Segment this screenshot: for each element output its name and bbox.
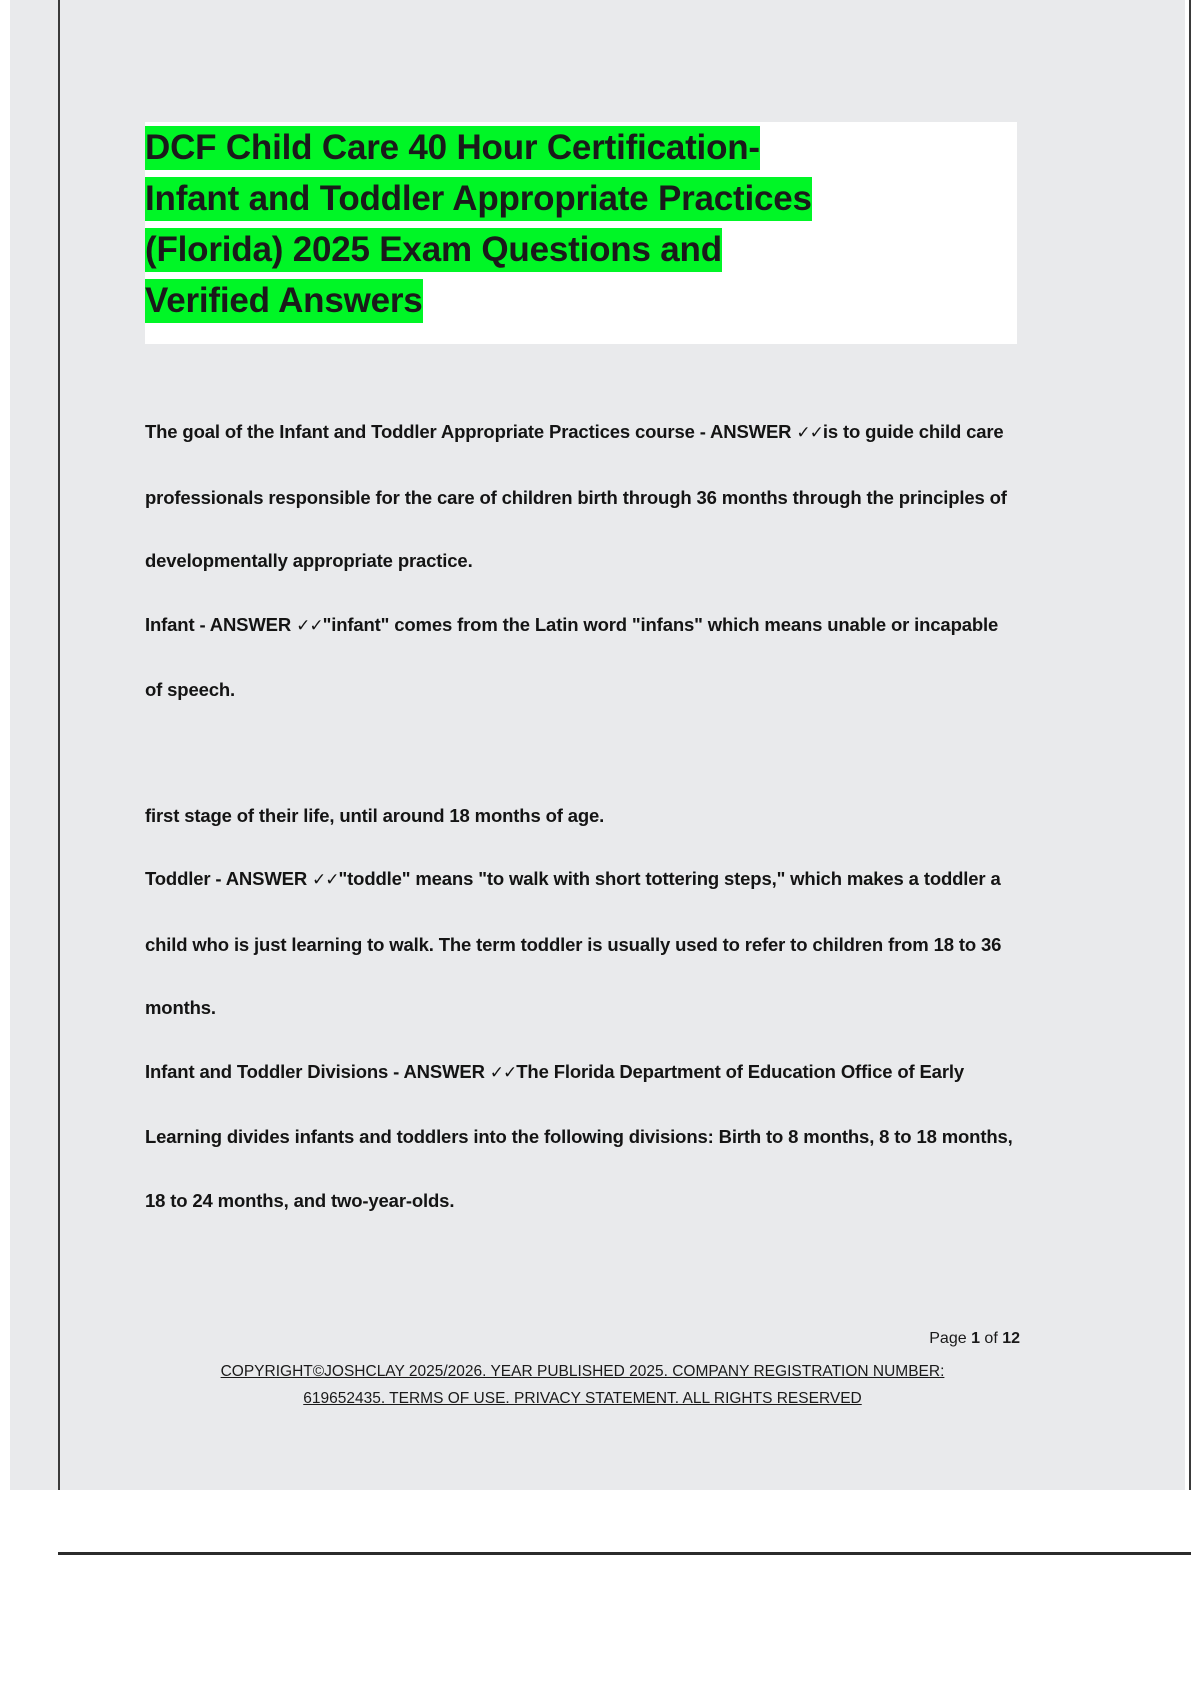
title-line-1: DCF Child Care 40 Hour Certification- xyxy=(145,126,760,170)
title-line-4: Verified Answers xyxy=(145,279,423,323)
next-page-top-rule xyxy=(58,1552,1191,1555)
page-number-prefix: Page xyxy=(929,1330,972,1347)
title-line-3: (Florida) 2025 Exam Questions and xyxy=(145,228,722,272)
next-page-area xyxy=(58,1555,1191,1700)
page-number-current: 1 xyxy=(971,1330,980,1347)
qa-answer: The Florida Department of Education Office of Early Learning divides infants and toddlers into the following divisions: Birth to 8 months, 8 to 18 months, 18 to 24 months, and two-year-olds. xyxy=(145,1060,1013,1211)
qa-paragraph-goal xyxy=(145,400,1020,593)
qa-paragraph-divisions xyxy=(145,1040,1020,1233)
qa-answer: "toddle" means "to walk with short tottering steps," which makes a toddler a child who is just learning to walk. The term toddler is usually used to refer to children from 18 to 36 months. xyxy=(145,868,1002,1018)
page-number-middle: of xyxy=(979,1330,1003,1347)
check-mark-icon: ✓✓ xyxy=(312,870,339,890)
title-line-2: Infant and Toddler Appropriate Practices xyxy=(145,177,812,221)
qa-answer: first stage of their life, until around 18 months of age. xyxy=(145,804,605,826)
qa-prompt: Infant - ANSWER xyxy=(145,613,297,635)
document-body xyxy=(145,400,1020,1232)
page-title xyxy=(145,122,1017,326)
check-mark-icon: ✓✓ xyxy=(796,423,823,443)
page-number xyxy=(145,1330,1020,1348)
qa-answer: "infant" comes from the Latin word "infans" which means unable or incapable of speech. xyxy=(145,613,999,700)
page-number-total: 12 xyxy=(1002,1330,1020,1347)
qa-paragraph-toddler xyxy=(145,847,1020,1040)
title-block xyxy=(145,122,1017,344)
qa-answer: is to guide child care professionals responsible for the care of children birth through 36 months through the principles of developmentally appropriate practice. xyxy=(145,421,1007,571)
qa-paragraph-first-stage xyxy=(145,784,1020,848)
page-right-rule xyxy=(1189,0,1191,1490)
qa-prompt: Infant and Toddler Divisions - ANSWER xyxy=(145,1060,490,1082)
copyright-footer xyxy=(145,1358,1020,1412)
copyright-line-2: 619652435. TERMS OF USE. PRIVACY STATEMENT. ALL RIGHTS RESERVED xyxy=(303,1390,862,1407)
qa-prompt: Toddler - ANSWER xyxy=(145,868,313,889)
qa-prompt: The goal of the Infant and Toddler Appropriate Practices course - ANSWER xyxy=(145,421,797,442)
copyright-line-1: COPYRIGHT©JOSHCLAY 2025/2026. YEAR PUBLISHED 2025. COMPANY REGISTRATION NUMBER: xyxy=(220,1363,945,1380)
page-left-rule xyxy=(58,0,60,1490)
page-bottom-margin xyxy=(10,1490,1185,1552)
check-mark-icon: ✓✓ xyxy=(296,615,323,636)
paragraph-gap xyxy=(145,722,1020,784)
check-mark-icon: ✓✓ xyxy=(489,1062,517,1083)
qa-paragraph-infant xyxy=(145,593,1020,722)
document-page xyxy=(10,0,1185,1490)
